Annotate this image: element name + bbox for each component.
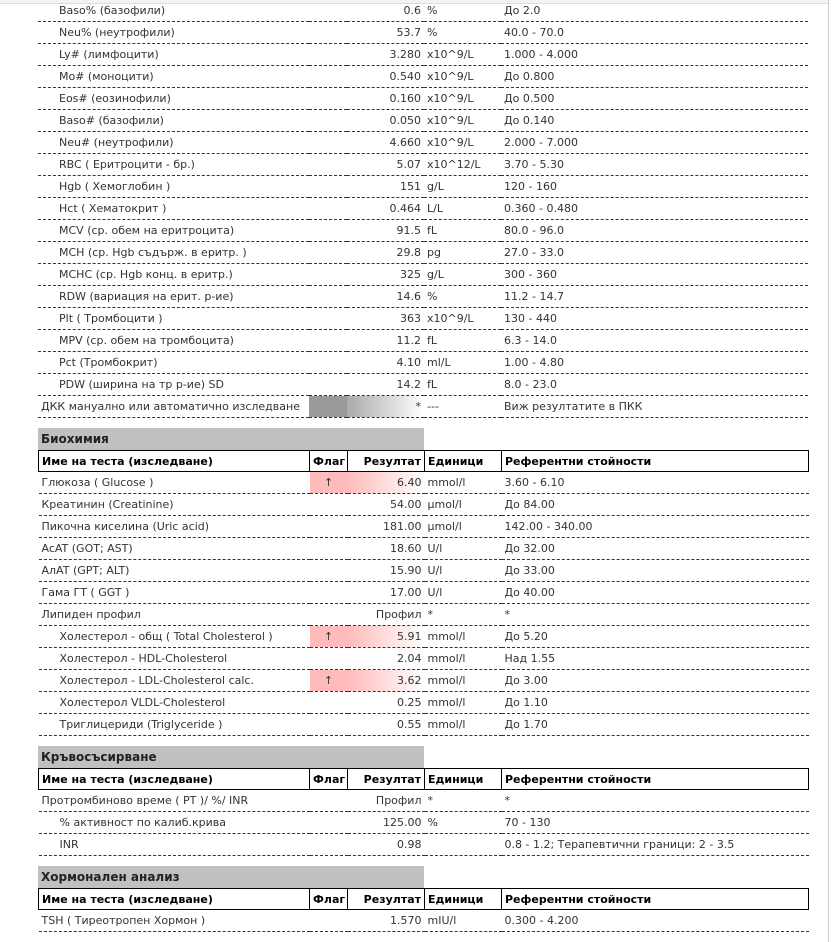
flag-cell <box>310 834 348 856</box>
result-value: 0.98 <box>348 834 425 856</box>
units <box>425 834 502 856</box>
flag-cell: ↑ <box>310 472 348 494</box>
test-name: MPV (ср. обем на тромбоцита) <box>38 330 309 352</box>
units: mmol/l <box>425 472 502 494</box>
result-value: 29.8 <box>347 242 424 264</box>
reference-range: 1.000 - 4.000 <box>501 44 808 66</box>
table-row <box>38 154 808 176</box>
table-row <box>39 494 809 516</box>
test-name: Neu# (неутрофили) <box>38 132 309 154</box>
test-name: Neu% (неутрофили) <box>38 22 309 44</box>
table-row <box>38 66 808 88</box>
table-header <box>39 451 809 472</box>
units: U/l <box>425 560 502 582</box>
table-row <box>39 790 809 812</box>
table-header <box>39 769 809 790</box>
test-name: RDW (вариация на ерит. р-ие) <box>38 286 309 308</box>
header-units: Единици <box>425 769 502 790</box>
table-row <box>38 22 808 44</box>
table-row <box>39 582 809 604</box>
result-value: 6.40 <box>348 472 425 494</box>
flag-cell <box>310 538 348 560</box>
result-value: 54.00 <box>348 494 425 516</box>
units: pg <box>424 242 501 264</box>
test-name: INR <box>39 834 310 856</box>
test-name: MCH (ср. Hgb съдърж. в еритр. ) <box>38 242 309 264</box>
reference-range: 0.8 - 1.2; Терапевтични граници: 2 - 3.5 <box>502 834 809 856</box>
result-value: 0.6 <box>347 0 424 22</box>
flag-cell <box>309 352 347 374</box>
result-value: 53.7 <box>347 22 424 44</box>
table-row <box>38 0 808 22</box>
test-name: Холестерол - HDL-Cholesterol <box>39 648 310 670</box>
units: * <box>425 790 502 812</box>
flag-cell <box>310 692 348 714</box>
flag-cell <box>309 132 347 154</box>
reference-range: До 84.00 <box>502 494 809 516</box>
table-row <box>38 242 808 264</box>
test-name: Baso# (базофили) <box>38 110 309 132</box>
table-row <box>38 396 808 418</box>
test-name: ДКК мануално или автоматично изследване <box>38 396 309 418</box>
table-row <box>38 220 808 242</box>
flag-cell <box>310 582 348 604</box>
units: % <box>425 812 502 834</box>
units: x10^9/L <box>424 110 501 132</box>
units: µmol/l <box>425 494 502 516</box>
units: g/L <box>424 264 501 286</box>
flag-cell <box>309 0 347 22</box>
page-border <box>828 0 829 942</box>
section-title: Кръвосъсирване <box>38 746 424 768</box>
table-header <box>39 889 809 910</box>
header-units: Единици <box>425 889 502 910</box>
units: fL <box>424 374 501 396</box>
header-ref: Референтни стойности <box>502 889 809 910</box>
result-value: 151 <box>347 176 424 198</box>
result-value: 3.62 <box>348 670 425 692</box>
units: mmol/l <box>425 714 502 736</box>
reference-range: 0.300 - 4.200 <box>502 910 809 932</box>
table-row <box>39 670 809 692</box>
units: g/L <box>424 176 501 198</box>
flag-cell <box>310 812 348 834</box>
test-name: Креатинин (Creatinine) <box>39 494 310 516</box>
test-name: % активност по калиб.крива <box>39 812 310 834</box>
flag-cell <box>309 220 347 242</box>
flag-cell <box>309 330 347 352</box>
result-value: 363 <box>347 308 424 330</box>
table-row <box>39 626 809 648</box>
flag-cell <box>309 88 347 110</box>
test-name: Глюкоза ( Glucose ) <box>39 472 310 494</box>
units: mmol/l <box>425 626 502 648</box>
result-value: 1.570 <box>348 910 425 932</box>
header-result: Резултат <box>348 769 425 790</box>
units: fL <box>424 220 501 242</box>
section-title: Биохимия <box>38 428 424 450</box>
result-value: Профил <box>348 604 425 626</box>
section-table <box>38 888 809 932</box>
result-value: 4.10 <box>347 352 424 374</box>
units: mmol/l <box>425 692 502 714</box>
reference-range: До 1.70 <box>502 714 809 736</box>
table-row <box>39 516 809 538</box>
reference-range: 130 - 440 <box>501 308 808 330</box>
section-table <box>38 768 809 856</box>
units: x10^9/L <box>424 88 501 110</box>
test-name: Холестерол - LDL-Cholesterol calc. <box>39 670 310 692</box>
result-value: 3.280 <box>347 44 424 66</box>
flag-cell <box>309 44 347 66</box>
flag-cell <box>309 154 347 176</box>
reference-range: 300 - 360 <box>501 264 808 286</box>
flag-cell <box>310 910 348 932</box>
result-value: 0.25 <box>348 692 425 714</box>
units: fL <box>424 330 501 352</box>
section-table <box>38 450 809 736</box>
result-value: 0.55 <box>348 714 425 736</box>
units: mIU/l <box>425 910 502 932</box>
table-row <box>39 834 809 856</box>
test-name: Холестерол VLDL-Cholesterol <box>39 692 310 714</box>
result-value: 0.050 <box>347 110 424 132</box>
cbc-table <box>38 0 808 418</box>
reference-range: 40.0 - 70.0 <box>501 22 808 44</box>
table-row <box>38 198 808 220</box>
reference-range: До 2.0 <box>501 0 808 22</box>
test-name: AлAT (GPT; ALT) <box>39 560 310 582</box>
test-name: Триглицериди (Triglyceride ) <box>39 714 310 736</box>
test-name: RBC ( Еритроцити - бр.) <box>38 154 309 176</box>
result-value: 2.04 <box>348 648 425 670</box>
table-row <box>39 812 809 834</box>
flag-cell <box>309 396 347 418</box>
result-value: 0.464 <box>347 198 424 220</box>
reference-range: 80.0 - 96.0 <box>501 220 808 242</box>
reference-range: До 0.800 <box>501 66 808 88</box>
units: U/l <box>425 538 502 560</box>
table-row <box>38 330 808 352</box>
units: L/L <box>424 198 501 220</box>
units: x10^12/L <box>424 154 501 176</box>
test-name: Eos# (еозинофили) <box>38 88 309 110</box>
units: x10^9/L <box>424 132 501 154</box>
reference-range: 3.70 - 5.30 <box>501 154 808 176</box>
reference-range: До 32.00 <box>502 538 809 560</box>
reference-range: 142.00 - 340.00 <box>502 516 809 538</box>
flag-cell <box>309 286 347 308</box>
result-value: 0.160 <box>347 88 424 110</box>
header-flag: Флаг <box>310 451 348 472</box>
reference-range: 11.2 - 14.7 <box>501 286 808 308</box>
units: mmol/l <box>425 648 502 670</box>
table-row <box>39 604 809 626</box>
flag-cell <box>310 516 348 538</box>
header-ref: Референтни стойности <box>502 769 809 790</box>
table-row <box>38 308 808 330</box>
header-flag: Флаг <box>310 769 348 790</box>
table-row <box>38 132 808 154</box>
units: % <box>424 286 501 308</box>
result-value: 0.540 <box>347 66 424 88</box>
flag-cell <box>310 604 348 626</box>
result-value: 181.00 <box>348 516 425 538</box>
header-result: Резултат <box>348 889 425 910</box>
header-name: Име на теста (изследване) <box>39 451 310 472</box>
reference-range: До 0.140 <box>501 110 808 132</box>
table-row <box>39 648 809 670</box>
test-name: Гама ГТ ( GGT ) <box>39 582 310 604</box>
table-row <box>38 176 808 198</box>
flag-cell <box>310 494 348 516</box>
result-value: 325 <box>347 264 424 286</box>
test-name: Hgb ( Хемоглобин ) <box>38 176 309 198</box>
result-value: 11.2 <box>347 330 424 352</box>
result-value: * <box>347 396 424 418</box>
test-name: Липиден профил <box>39 604 310 626</box>
section-title: Хормонален анализ <box>38 866 424 888</box>
table-row <box>39 692 809 714</box>
table-row <box>38 110 808 132</box>
flag-cell <box>310 790 348 812</box>
lab-results <box>38 0 808 932</box>
test-name: Baso% (базофили) <box>38 0 309 22</box>
result-value: 15.90 <box>348 560 425 582</box>
units: U/l <box>425 582 502 604</box>
test-name: Hct ( Хематокрит ) <box>38 198 309 220</box>
flag-cell <box>310 714 348 736</box>
result-value: 5.07 <box>347 154 424 176</box>
flag-cell: ↑ <box>310 670 348 692</box>
result-value: 4.660 <box>347 132 424 154</box>
reference-range: * <box>502 790 809 812</box>
test-name: Plt ( Тромбоцити ) <box>38 308 309 330</box>
table-row <box>38 264 808 286</box>
units: ml/L <box>424 352 501 374</box>
test-name: AcAT (GOT; AST) <box>39 538 310 560</box>
reference-range: Виж резултатите в ПКК <box>501 396 808 418</box>
flag-cell <box>309 242 347 264</box>
flag-cell <box>309 22 347 44</box>
table-row <box>38 88 808 110</box>
reference-range: 0.360 - 0.480 <box>501 198 808 220</box>
flag-cell <box>310 560 348 582</box>
test-name: Pct (Тромбокрит) <box>38 352 309 374</box>
units: x10^9/L <box>424 308 501 330</box>
table-row <box>39 910 809 932</box>
result-value: 14.6 <box>347 286 424 308</box>
result-value: 14.2 <box>347 374 424 396</box>
reference-range: 6.3 - 14.0 <box>501 330 808 352</box>
test-name: MCV (ср. обем на еритроцита) <box>38 220 309 242</box>
result-value: 91.5 <box>347 220 424 242</box>
flag-cell <box>309 308 347 330</box>
reference-range: 3.60 - 6.10 <box>502 472 809 494</box>
result-value: 17.00 <box>348 582 425 604</box>
units: * <box>425 604 502 626</box>
header-name: Име на теста (изследване) <box>39 769 310 790</box>
result-value: 125.00 <box>348 812 425 834</box>
reference-range: 70 - 130 <box>502 812 809 834</box>
test-name: PDW (ширина на тр р-ие) SD <box>38 374 309 396</box>
units: % <box>424 0 501 22</box>
flag-cell <box>309 198 347 220</box>
reference-range: 1.00 - 4.80 <box>501 352 808 374</box>
table-row <box>39 472 809 494</box>
reference-range: До 0.500 <box>501 88 808 110</box>
test-name: Mo# (моноцити) <box>38 66 309 88</box>
flag-cell <box>310 648 348 670</box>
reference-range: Над 1.55 <box>502 648 809 670</box>
reference-range: 8.0 - 23.0 <box>501 374 808 396</box>
result-value: 5.91 <box>348 626 425 648</box>
test-name: Холестерол - общ ( Total Cholesterol ) <box>39 626 310 648</box>
table-row <box>38 286 808 308</box>
result-value: 18.60 <box>348 538 425 560</box>
test-name: Ly# (лимфоцити) <box>38 44 309 66</box>
table-row <box>38 352 808 374</box>
table-row <box>39 538 809 560</box>
units: µmol/l <box>425 516 502 538</box>
header-name: Име на теста (изследване) <box>39 889 310 910</box>
header-units: Единици <box>425 451 502 472</box>
flag-cell <box>309 110 347 132</box>
flag-cell <box>309 176 347 198</box>
test-name: Протромбиново време ( PT )/ %/ INR <box>39 790 310 812</box>
table-row <box>39 560 809 582</box>
reference-range: До 1.10 <box>502 692 809 714</box>
result-value: Профил <box>348 790 425 812</box>
header-flag: Флаг <box>310 889 348 910</box>
units: --- <box>424 396 501 418</box>
reference-range: До 40.00 <box>502 582 809 604</box>
units: x10^9/L <box>424 66 501 88</box>
reference-range: 27.0 - 33.0 <box>501 242 808 264</box>
flag-cell: ↑ <box>310 626 348 648</box>
reference-range: 120 - 160 <box>501 176 808 198</box>
reference-range: 2.000 - 7.000 <box>501 132 808 154</box>
units: % <box>424 22 501 44</box>
reference-range: До 5.20 <box>502 626 809 648</box>
table-row <box>38 374 808 396</box>
flag-cell <box>309 264 347 286</box>
test-name: MCHC (ср. Hgb конц. в еритр.) <box>38 264 309 286</box>
flag-cell <box>309 66 347 88</box>
reference-range: До 3.00 <box>502 670 809 692</box>
units: mmol/l <box>425 670 502 692</box>
table-row <box>39 714 809 736</box>
header-result: Резултат <box>348 451 425 472</box>
table-row <box>38 44 808 66</box>
header-ref: Референтни стойности <box>502 451 809 472</box>
flag-cell <box>309 374 347 396</box>
units: x10^9/L <box>424 44 501 66</box>
reference-range: До 33.00 <box>502 560 809 582</box>
test-name: TSH ( Тиреотропен Хормон ) <box>39 910 310 932</box>
test-name: Пикочна киселина (Uric acid) <box>39 516 310 538</box>
reference-range: * <box>502 604 809 626</box>
